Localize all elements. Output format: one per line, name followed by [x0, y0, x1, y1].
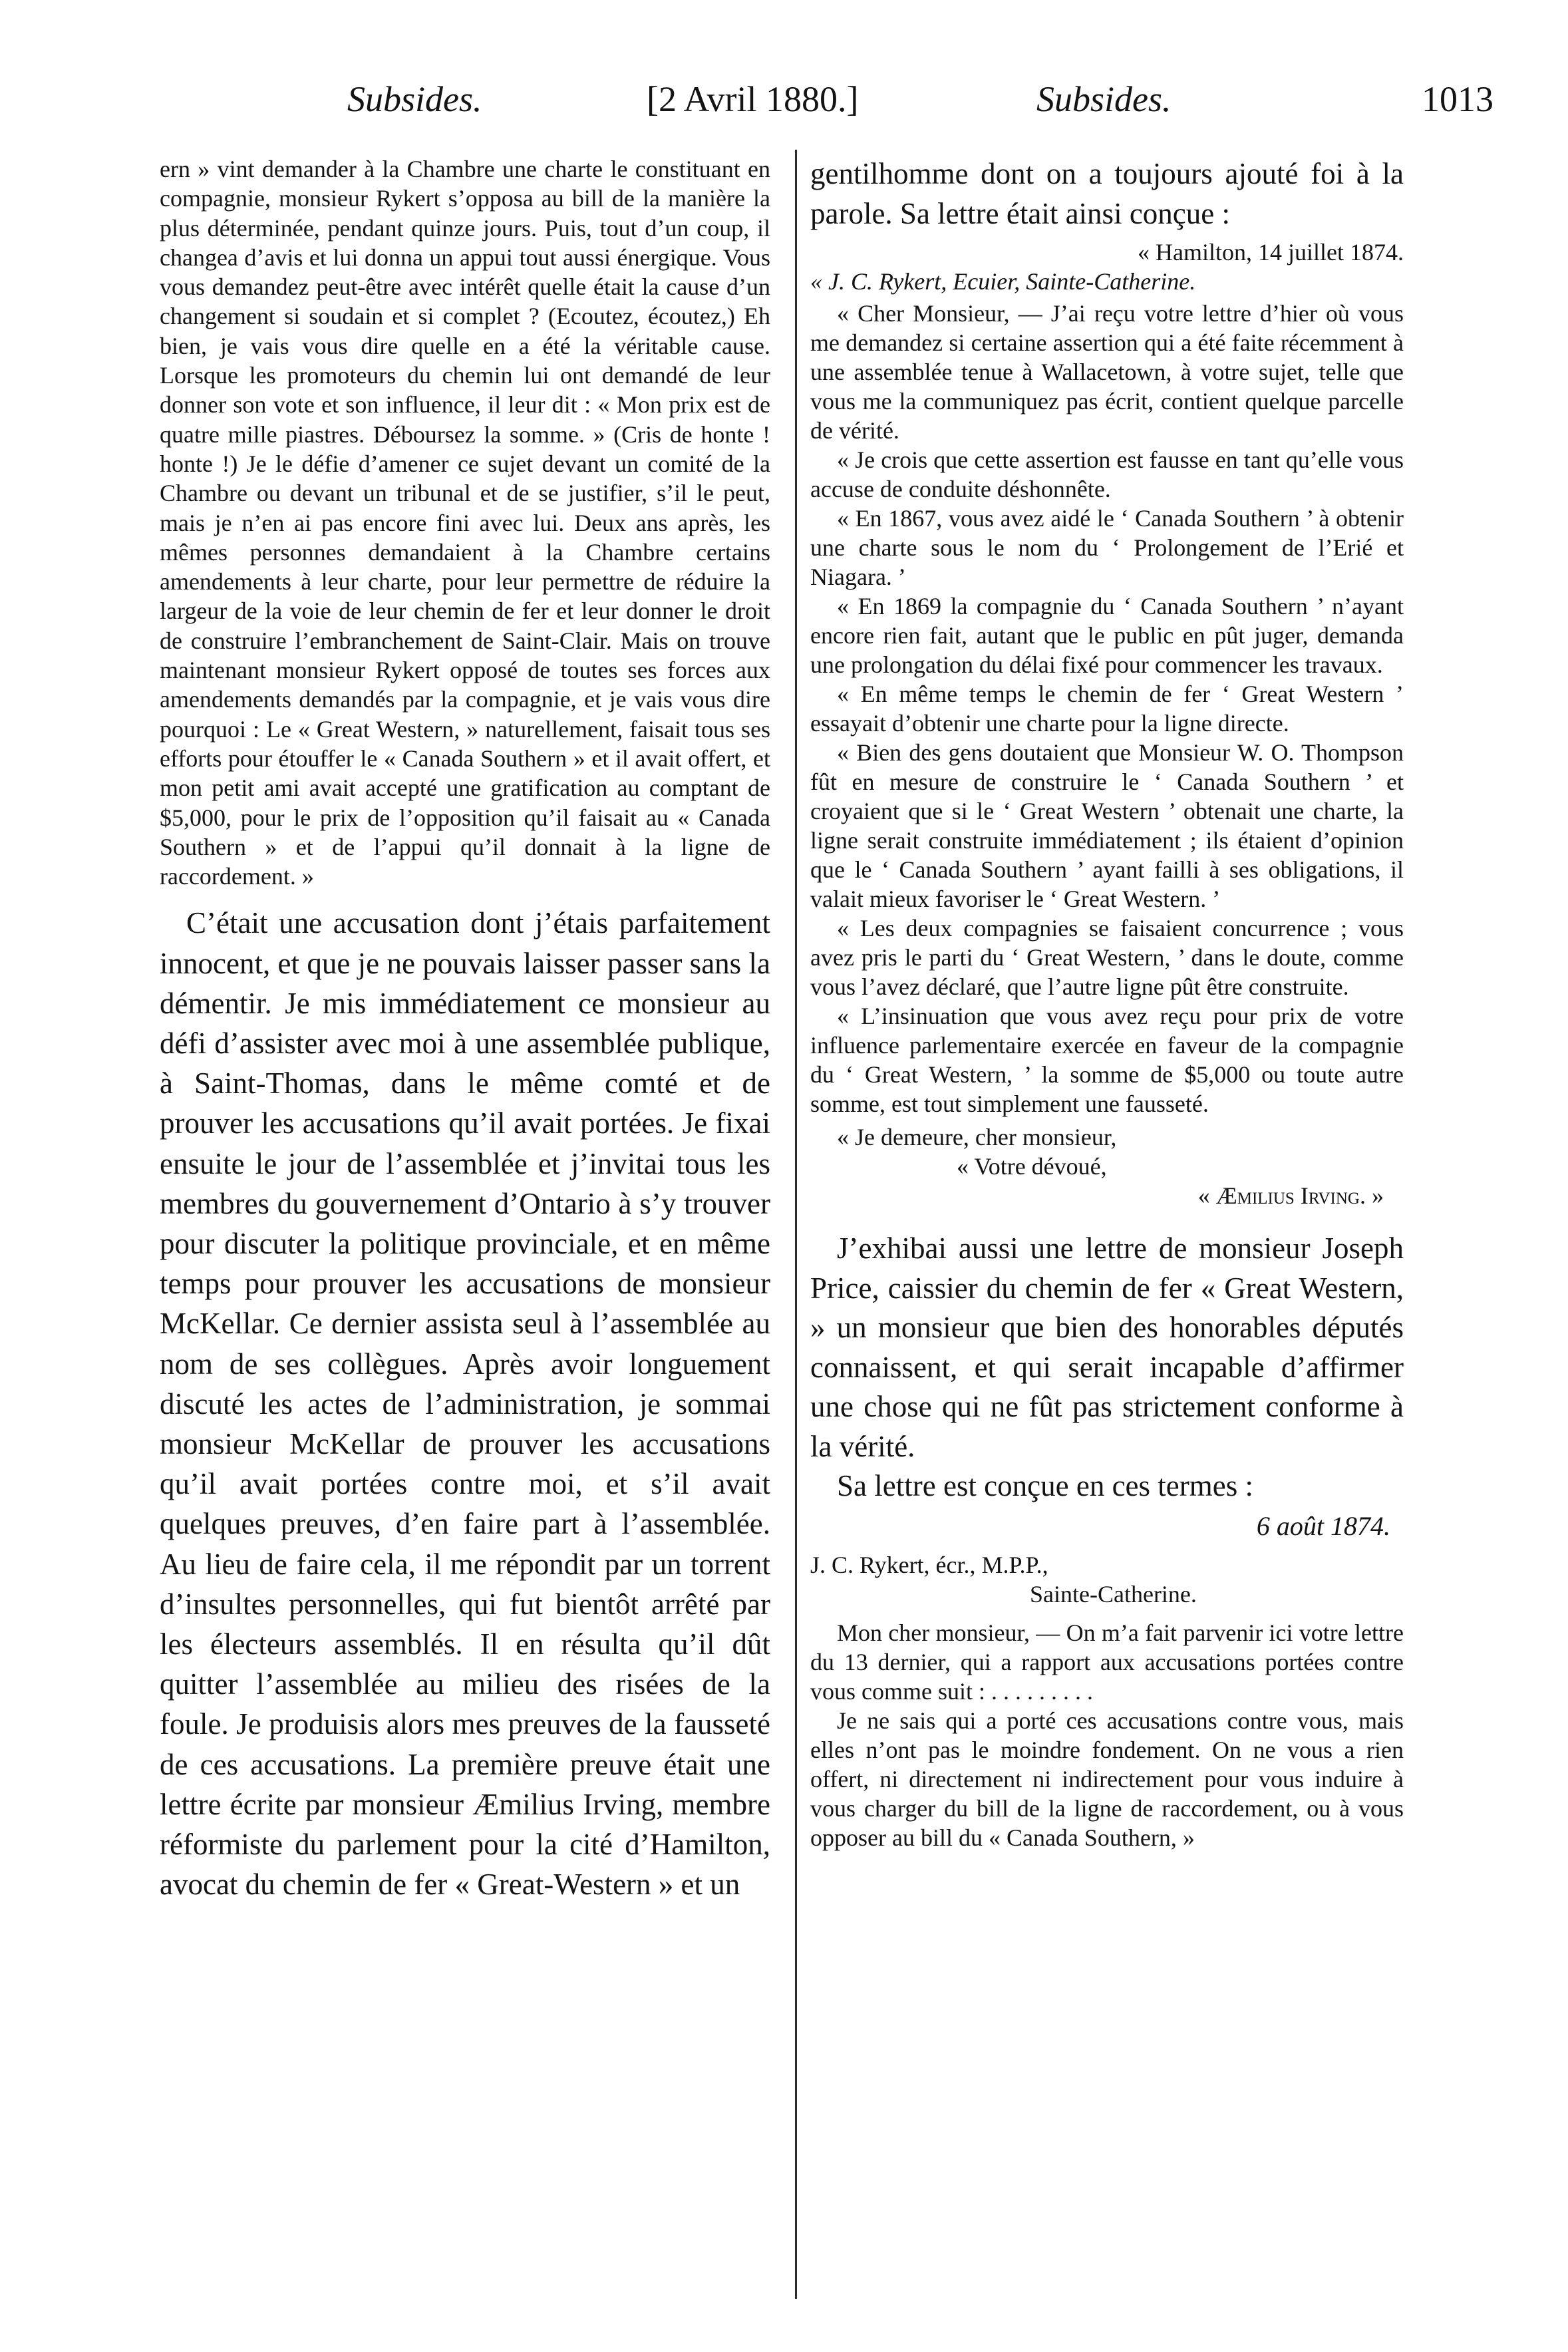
letter1-paragraph: « L’insinuation que vous avez reçu pour prix de votre influence parlementaire exercée en faveur de la compagnie du ‘ Great Western, ’ la somme de $5,000 ou toute autre somme, est tout simplement une fausseté. — [810, 1003, 1404, 1117]
left-column — [160, 154, 770, 1905]
letter1-paragraph: « Bien des gens doutaient que Monsieur W. O. Thompson fût en mesure de construire le ‘ Canada Southern ’ et croyaient que si le ‘ Great Western ’ obtenait une charte, la ligne serait construite immédiatement ; ils étaient d’opinion que le ‘ Canada Southern ’ ayant failli à ses obligations, il valait mieux favoriser le ‘ Great Western. ’ — [810, 739, 1404, 912]
letter1-closing: « Je demeure, cher monsieur, — [837, 1124, 1117, 1150]
letter1-paragraph: « Cher Monsieur, — J’ai reçu votre lettre d’hier où vous me demandez si certaine assertion qui a été faite récemment à une assemblée tenue à Wallacetown, à votre sujet, telle que vous me la communiquez pas écrit, contient quelque parcelle de vérité. — [810, 300, 1404, 444]
main-paragraph: C’était une accusation dont j’étais parfaitement innocent, et que je ne pouvais laisser passer sans la démentir. Je mis immédiatement ce monsieur au défi d’assister avec moi à une assemblée publique, à Saint-Thomas, dans le même comté et de prouver les accusations qu’il avait portées. Je fixai ensuite le jour de l’assemblée et j’invitai tous les membres du gouvernement d’Ontario à s’y trouver pour discuter la politique provinciale, et en même temps pour prouver les accusations de monsieur McKellar. Ce dernier assista seul à l’assemblée au nom de ses collègues. Après avoir longuement discuté les actes de l’administration, je sommai monsieur McKellar de prouver les accusations qu’il avait portées contre moi, et s’il avait quelques preuves, d’en faire part à l’assemblée. Au lieu de faire cela, il me répondit par un torrent d’insultes personnelles, qui fut bientôt arrêté par les électeurs assemblés. Il en résulta qu’il dût quitter l’assemblée au milieu des risées de la foule. Je produisis alors mes preuves de la fausseté de ces accusations. La première preuve était une lettre écrite par monsieur Æmilius Irving, membre réformiste du parlement pour la cité d’Hamilton, avocat du chemin de fer « Great-Western » et un — [160, 906, 770, 1902]
right-column — [810, 154, 1404, 1852]
header-date: [2 Avril 1880.] — [647, 79, 859, 119]
letter2-date: 6 août 1874. — [1256, 1510, 1390, 1541]
letter1-paragraph: « En 1869 la compagnie du ‘ Canada Southern ’ n’ayant encore rien fait, autant que le public en pût juger, demanda une prolongation du délai fixé pour commencer les travaux. — [810, 593, 1404, 678]
header-right-title: Subsides. — [1036, 79, 1172, 119]
intro-paragraph: gentilhomme dont on a toujours ajouté foi à la parole. Sa lettre était ainsi conçue : — [810, 157, 1404, 230]
letter1-signature: « Æmilius Irving. » — [1197, 1182, 1384, 1209]
column-divider — [795, 150, 797, 2299]
letter2-paragraph: Je ne sais qui a porté ces accusations contre vous, mais elles n’ont pas le moindre fondement. On ne vous a rien offert, ni directement ni indirectement pour vous induire à vous charger du bill de la ligne de raccordement, ou à vous opposer au bill du « Canada Southern, » — [810, 1707, 1404, 1851]
letter2-paragraph: Mon cher monsieur, — On m’a fait parvenir ici votre lettre du 13 dernier, qui a rapport aux accusations portées contre vous comme suit : . . . . . . . . . — [810, 1619, 1404, 1705]
letter1-addressee: « J. C. Rykert, Ecuier, Sainte-Catherine. — [810, 268, 1196, 295]
letter1-dateline: « Hamilton, 14 juillet 1874. — [1138, 239, 1404, 265]
header-left-title: Subsides. — [347, 79, 482, 119]
price-letter-intro: J’exhibai aussi une lettre de monsieur Joseph Price, caissier du chemin de fer « Great Western, » un monsieur que bien des honorables députés connaissent, et qui serait incapable d’affirmer une chose qui ne fût pas strictement conforme à la vérité. — [810, 1232, 1404, 1463]
page-number: 1013 — [1422, 79, 1493, 119]
letter1-paragraph: « Les deux compagnies se faisaient concurrence ; vous avez pris le parti du ‘ Great Western, ’ dans le doute, comme vous l’avez déclaré, que l’autre ligne pût être construite. — [810, 915, 1404, 1000]
letter1-paragraph: « En même temps le chemin de fer ‘ Great Western ’ essayait d’obtenir une charte pour la ligne directe. — [810, 681, 1404, 737]
letter2-addressee: J. C. Rykert, écr., M.P.P., — [810, 1551, 1048, 1578]
page-header — [333, 79, 1493, 138]
letter1-paragraph: « En 1867, vous avez aidé le ‘ Canada Southern ’ à obtenir une charte sous le nom du ‘ Prolongement de l’Erié et Niagara. ’ — [810, 505, 1404, 590]
letter2-place: Sainte-Catherine. — [1030, 1580, 1197, 1607]
letter1-closing-2: « Votre dévoué, — [957, 1153, 1107, 1180]
letter1-paragraph: « Je crois que cette assertion est fausse en tant qu’elle vous accuse de conduite déshonnête. — [810, 446, 1404, 502]
quoted-speech-paragraph: ern » vint demander à la Chambre une charte le constituant en compagnie, monsieur Rykert s’opposa au bill de la manière la plus déterminée, pendant quinze jours. Puis, tout d’un coup, il changea d’avis et lui donna un appui tout aussi énergique. Vous vous demandez peut-être avec intérêt quelle était la cause d’un changement si soudain et si complet ? (Ecoutez, écoutez,) Eh bien, je vais vous dire quelle en a été la véritable cause. Lorsque les promoteurs du chemin lui ont demandé de leur donner son vote et son influence, il leur dit : « Mon prix est de quatre mille piastres. Déboursez la somme. » (Cris de honte ! honte !) Je le défie d’amener ce sujet devant un comité de la Chambre ou devant un tribunal et de se justifier, s’il le peut, mais je n’en ai pas encore fini avec lui. Deux ans après, les mêmes personnes demandaient à la Chambre certains amendements à leur charte, pour leur permettre de réduire la largeur de la voie de leur chemin de fer et leur donner le droit de construire l’embranchement de Saint-Clair. Mais on trouve maintenant monsieur Rykert opposé de toutes ses forces aux amendements demandés par la compagnie, et je vais vous dire pourquoi : Le « Great Western, » naturellement, faisait tous ses efforts pour étouffer le « Canada Southern » et il avait offert, et mon petit ami avait accepté une gratification au comptant de $5,000, pour le prix de l’opposition qu’il faisait au « Canada Southern » et de l’appui qu’il donnait à la ligne de raccordement. » — [160, 156, 770, 890]
letter2-lead: Sa lettre est conçue en ces termes : — [837, 1469, 1253, 1502]
